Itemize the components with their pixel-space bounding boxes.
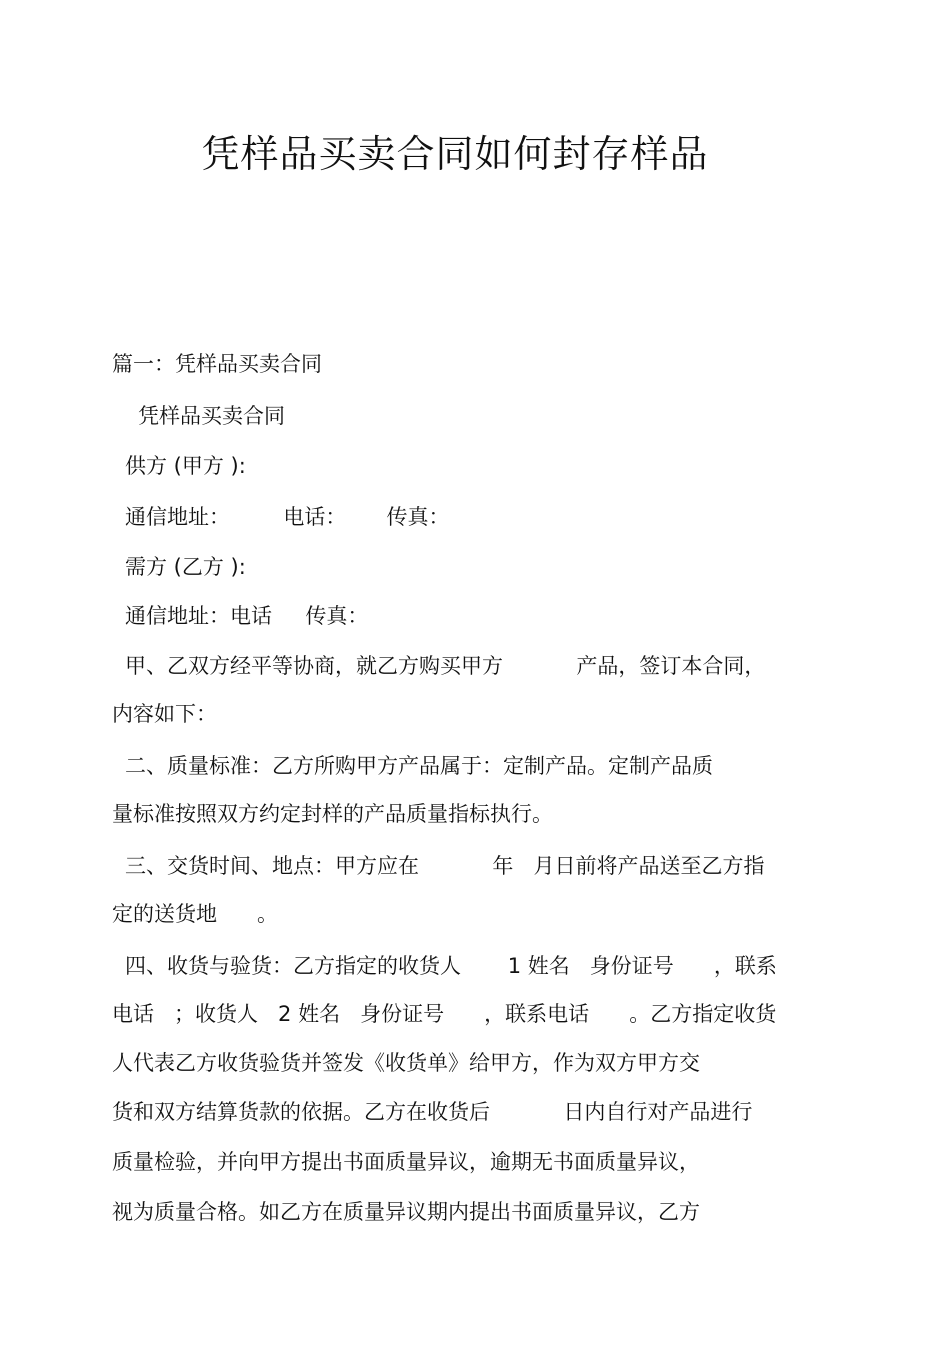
clause-2-line-2: 量标准按照双方约定封样的产品质量指标执行。	[112, 802, 553, 826]
preamble-line-1: 甲、乙双方经平等协商，就乙方购买甲方 产品，签订本合同，	[125, 654, 766, 678]
clause-4-line-2: 电话 ；收货人 2 姓名 身份证号 ，联系电话 。乙方指定收货	[112, 1002, 777, 1026]
supplier-label: 供方 (甲方 ):	[125, 454, 246, 478]
supplier-contact-line: 通信地址： 电话： 传真：	[125, 505, 450, 529]
clause-4-line-1: 四、收货与验货：乙方指定的收货人 1 姓名 身份证号 ，联系	[125, 954, 777, 978]
clause-3-line-2: 定的送货地 。	[112, 902, 279, 926]
clause-4-line-5: 质量检验，并向甲方提出书面质量异议，逾期无书面质量异议，	[112, 1150, 700, 1174]
clause-2-line-1: 二、质量标准：乙方所购甲方产品属于：定制产品。定制产品质	[125, 754, 713, 778]
contract-subtitle: 凭样品买卖合同	[138, 404, 285, 428]
document-title: 凭样品买卖合同如何封存样品	[201, 132, 709, 176]
clause-4-line-6: 视为质量合格。如乙方在质量异议期内提出书面质量异议，乙方	[112, 1200, 700, 1224]
buyer-contact-line: 通信地址：电话 传真：	[125, 604, 369, 628]
buyer-label: 需方 (乙方 ):	[125, 555, 246, 579]
section-heading: 篇一：凭样品买卖合同	[112, 352, 322, 376]
clause-4-line-4: 货和双方结算货款的依据。乙方在收货后 日内自行对产品进行	[112, 1100, 753, 1124]
clause-4-line-3: 人代表乙方收货验货并签发《收货单》给甲方，作为双方甲方交	[112, 1051, 700, 1075]
preamble-line-2: 内容如下：	[112, 702, 217, 726]
clause-3-line-1: 三、交货时间、地点：甲方应在 年 月日前将产品送至乙方指	[125, 854, 765, 878]
